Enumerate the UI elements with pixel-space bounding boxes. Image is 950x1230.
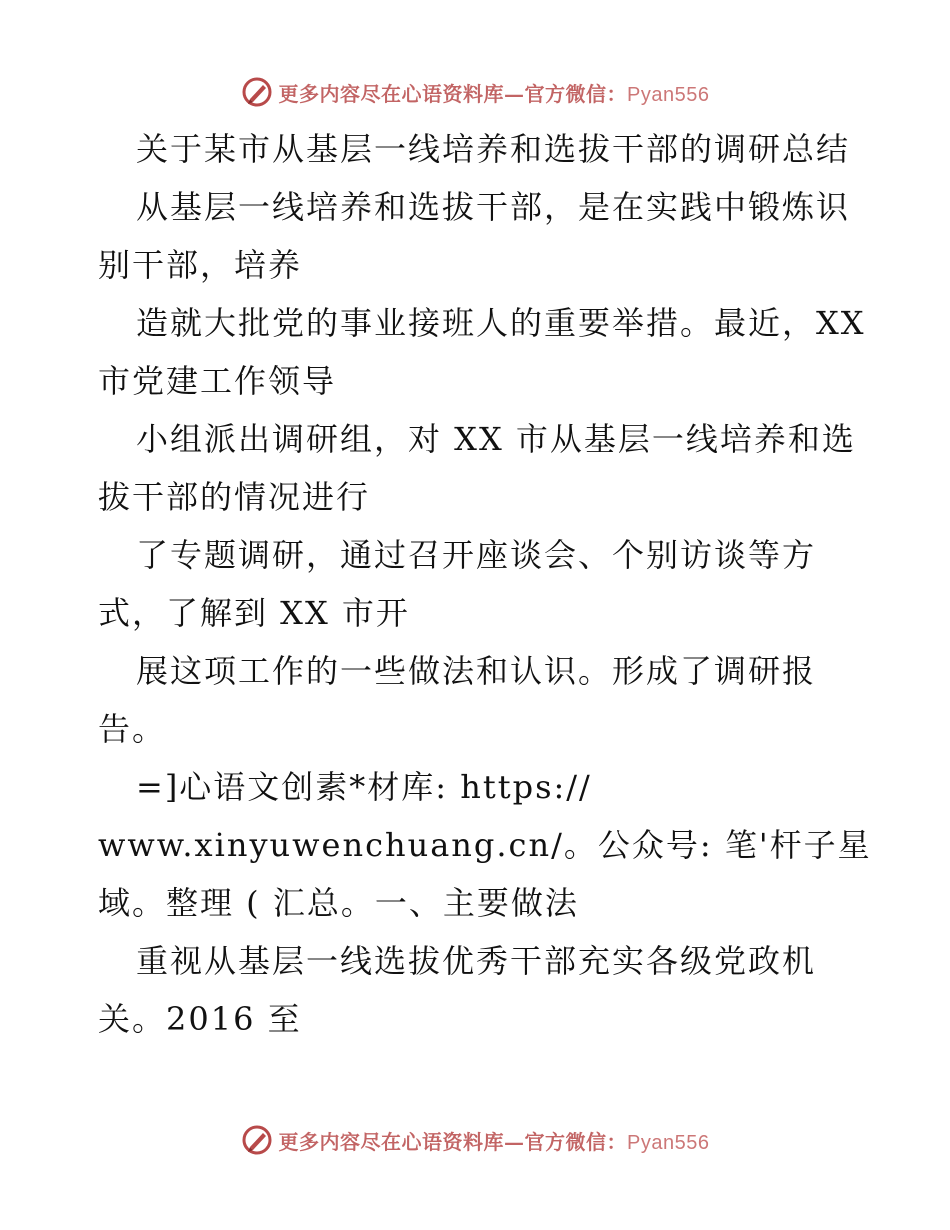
- document-body: [98, 120, 872, 1048]
- paragraph-line: 从基层一线培养和选拔干部，是在实践中锻炼识: [136, 188, 851, 226]
- paragraph-line: 别干部，培养: [98, 246, 303, 284]
- paragraph-line: 展这项工作的一些做法和认识。形成了调研报: [136, 652, 817, 690]
- watermark-text: 更多内容尽在心语资料库—官方微信：Pyan556: [278, 1129, 710, 1154]
- paragraph-line: www.xinyuwenchuang.cn/。公众号: 笔'杆子星: [98, 826, 872, 864]
- paragraph-line: 域。整理 ( 汇总。一、主要做法: [98, 884, 579, 922]
- paragraph-line: =]心语文创素*材库: https://: [136, 768, 592, 806]
- paragraph-line: 重视从基层一线选拔优秀干部充实各级党政机: [136, 942, 817, 980]
- paragraph-line: 小组派出调研组，对 XX 市从基层一线培养和选: [136, 420, 856, 458]
- watermark-header: [0, 72, 950, 112]
- watermark-footer: [0, 1120, 950, 1160]
- paragraph-line: 拔干部的情况进行: [98, 478, 371, 516]
- paragraph-line: 造就大批党的事业接班人的重要举措。最近，XX: [136, 304, 866, 342]
- paragraph-line: 市党建工作领导: [98, 362, 337, 400]
- paragraph-line: 关。2016 至: [98, 1000, 302, 1038]
- watermark-text: 更多内容尽在心语资料库—官方微信：Pyan556: [278, 81, 710, 106]
- pen-logo-icon: [241, 1124, 273, 1156]
- paragraph-line: 告。: [98, 710, 167, 748]
- paragraph-line: 式，了解到 XX 市开: [98, 594, 410, 632]
- paragraph-line: 了专题调研，通过召开座谈会、个别访谈等方: [136, 536, 817, 574]
- document-title: 关于某市从基层一线培养和选拔干部的调研总结: [136, 130, 851, 168]
- pen-logo-icon: [241, 76, 273, 108]
